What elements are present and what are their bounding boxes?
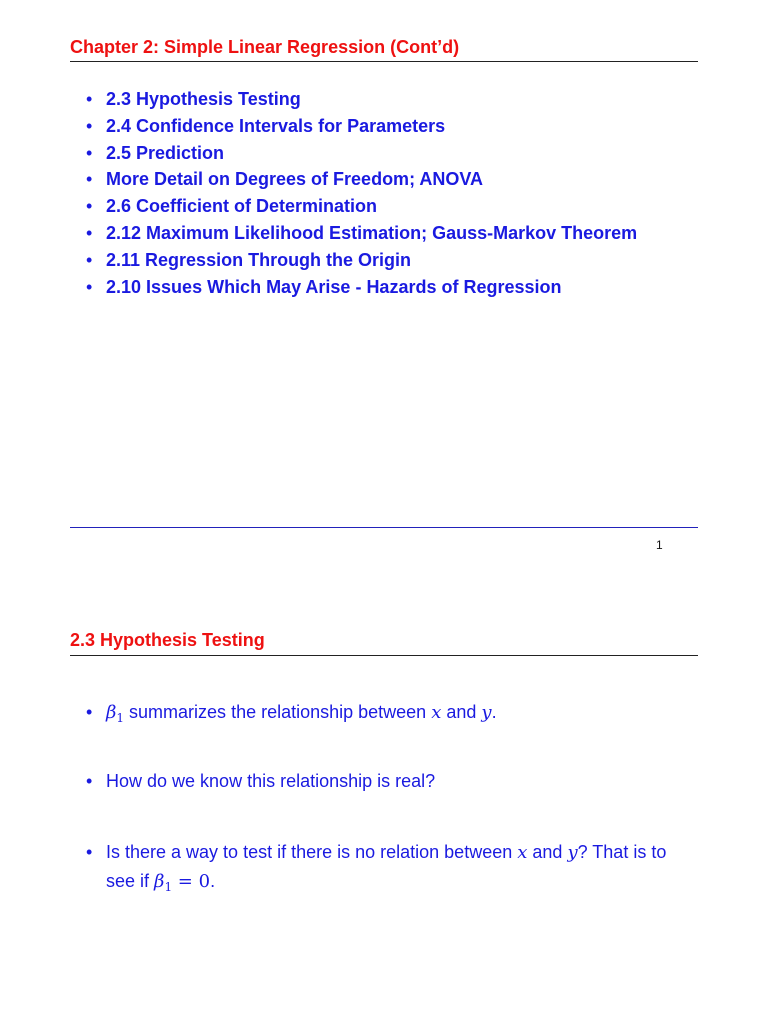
- outline-item: [86, 116, 637, 143]
- beta-subscript: 1: [164, 880, 173, 894]
- bullet-icon: •: [86, 842, 93, 862]
- slide2-title: 2.3 Hypothesis Testing: [70, 630, 265, 650]
- bullet-icon: •: [86, 169, 93, 190]
- outline-item: [86, 196, 637, 223]
- beta-symbol: β: [154, 871, 165, 892]
- outline-item-label: 2.6 Coefficient of Determination: [106, 196, 378, 217]
- page-number: 1: [656, 538, 663, 552]
- bullet-icon: •: [86, 222, 93, 243]
- outline-item: [86, 277, 637, 304]
- bullet-point-text: [106, 698, 698, 732]
- text-segment: .: [210, 871, 216, 891]
- text-segment: summarizes the relationship between: [124, 702, 432, 722]
- text-segment: ? That is to see if: [106, 842, 667, 891]
- slide1-title: Chapter 2: Simple Linear Regression (Cont’d): [70, 37, 460, 57]
- outline-item-label: 2.12 Maximum Likelihood Estimation; Gauss-Markov Theorem: [106, 222, 638, 243]
- outline-item: [86, 223, 637, 250]
- x-variable: x: [431, 702, 442, 723]
- outline-item-label: 2.4 Confidence Intervals for Parameters: [106, 115, 446, 136]
- slide2-title-rule: [70, 655, 698, 656]
- bullet-point-text: [106, 838, 698, 901]
- outline-item: [86, 89, 637, 116]
- text-segment: .: [491, 702, 497, 722]
- outline-item-label: 2.3 Hypothesis Testing: [106, 89, 301, 109]
- slide1-footer-rule: [70, 527, 698, 528]
- outline-item-label: 2.5 Prediction: [106, 142, 225, 163]
- bullet-point-relationship-real: [86, 767, 698, 795]
- bullet-icon: •: [86, 771, 93, 791]
- y-variable: y: [481, 702, 492, 723]
- outline-item: [86, 250, 637, 277]
- bullet-icon: •: [86, 702, 93, 722]
- slide1-outline-list: [86, 89, 637, 303]
- bullet-point-test-relation: [86, 838, 698, 901]
- bullet-icon: •: [86, 249, 93, 270]
- y-variable: y: [567, 842, 578, 863]
- text-segment: Is there a way to test if there is no relation between: [106, 842, 518, 862]
- outline-item-label: More Detail on Degrees of Freedom; ANOVA: [106, 169, 484, 190]
- outline-item: [86, 143, 637, 170]
- equation-equals-zero: = 0: [172, 871, 211, 892]
- outline-item-label: 2.10 Issues Which May Arise - Hazards of Regression: [106, 276, 562, 297]
- outline-item-label: 2.11 Regression Through the Origin: [106, 249, 412, 270]
- bullet-icon: •: [86, 196, 93, 217]
- bullet-icon: •: [86, 142, 93, 163]
- beta-symbol: β: [106, 702, 117, 723]
- x-variable: x: [517, 842, 528, 863]
- bullet-icon: •: [86, 115, 93, 136]
- text-segment: and: [441, 702, 482, 722]
- bullet-icon: •: [86, 276, 93, 297]
- bullet-icon: •: [86, 89, 93, 109]
- bullet-point-text: How do we know this relationship is real?: [106, 771, 436, 791]
- slide1-title-rule: [70, 61, 698, 62]
- outline-item: [86, 169, 637, 196]
- text-segment: and: [527, 842, 568, 862]
- bullet-point-beta-summary: [86, 698, 698, 732]
- beta-subscript: 1: [116, 711, 125, 725]
